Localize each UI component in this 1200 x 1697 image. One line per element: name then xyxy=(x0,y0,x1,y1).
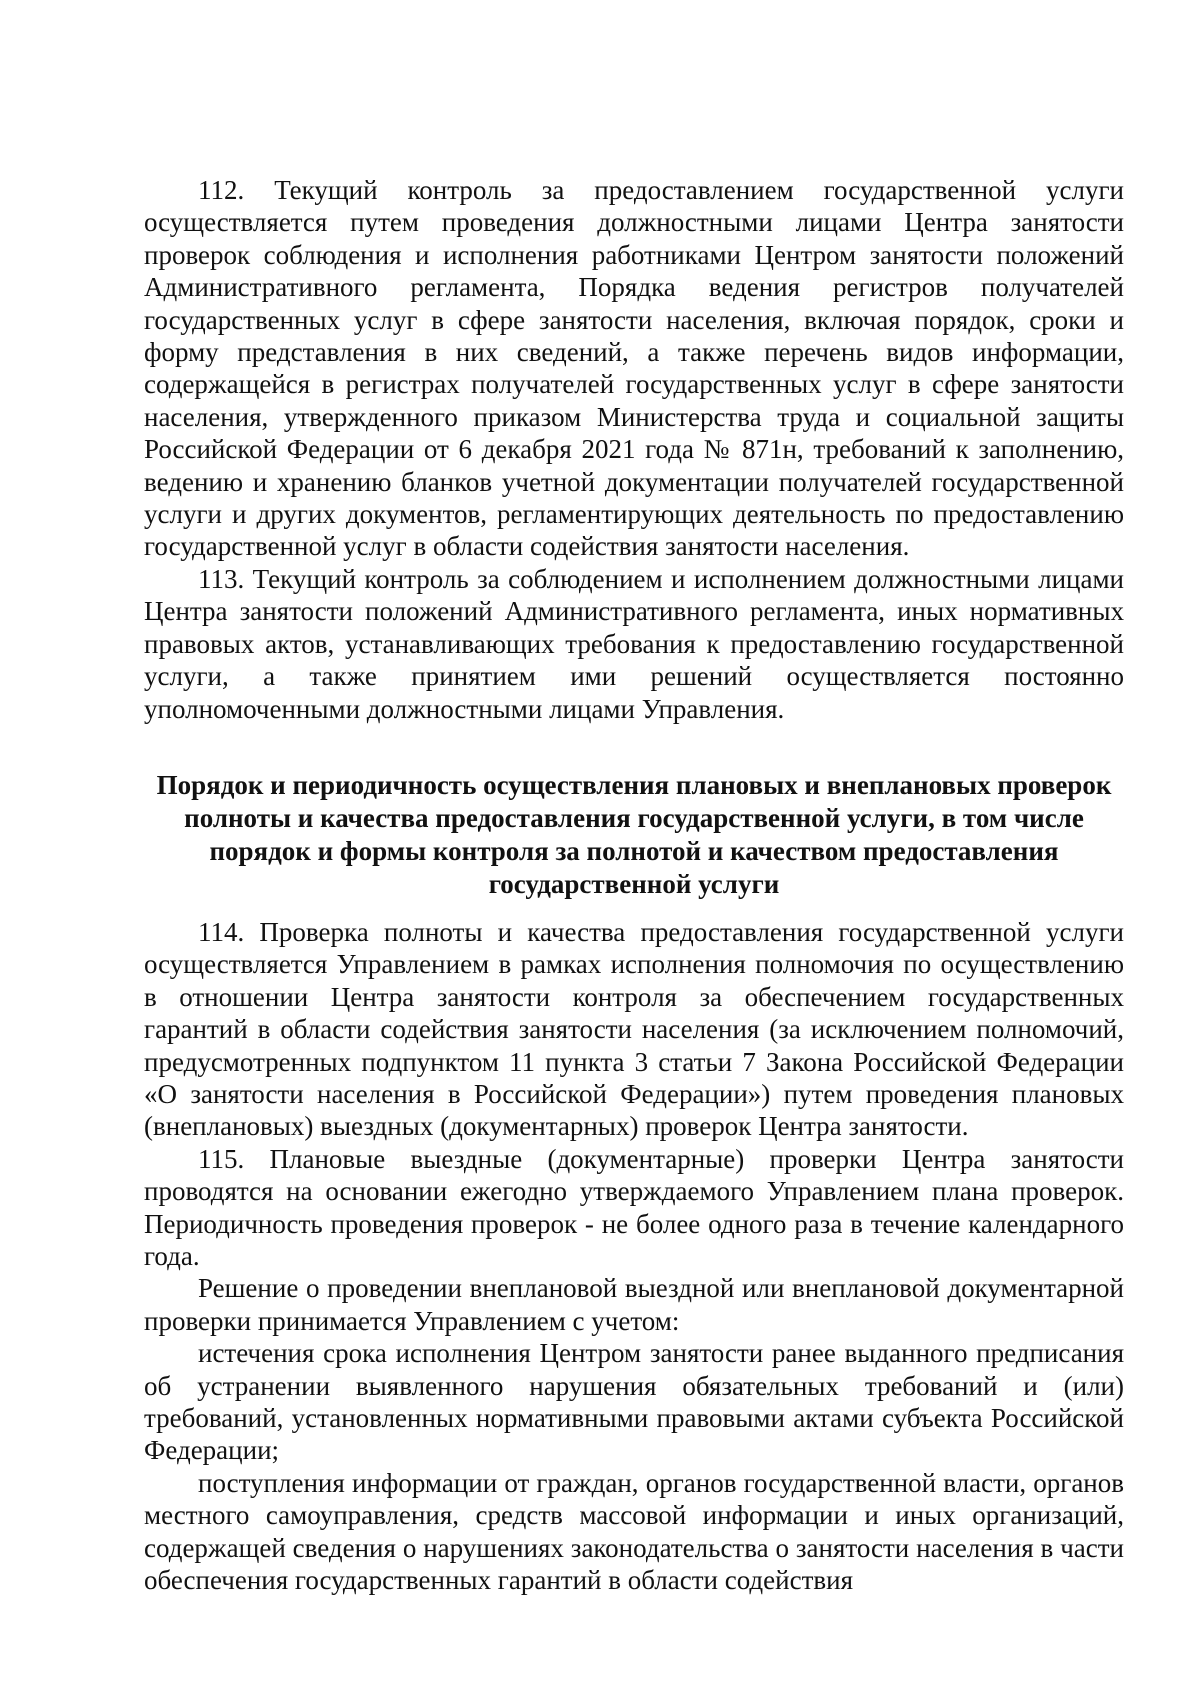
section-heading: Порядок и периодичность осуществления плановых и внеплановых проверок полноты и качества предоставления государственной услуги, в том числе порядок и формы контроля за полнотой и качеством предоставления государственной услуги xyxy=(156,769,1112,899)
paragraph-decision: Решение о проведении внеплановой выездной или внеплановой документарной проверки принимается Управлением с учетом: xyxy=(144,1273,1124,1336)
document-body xyxy=(144,174,1124,1596)
paragraph-113: 113. Текущий контроль за соблюдением и исполнением должностными лицами Центра занятости положений Административного регламента, иных нормативных правовых актов, устанавливающих требования к предоставлению государственной услуги, а также принятием ими решений осуществляется постоянно уполномоченными должностными лицами Управления. xyxy=(144,563,1124,724)
paragraph-114: 114. Проверка полноты и качества предоставления государственной услуги осуществляется Управлением в рамках исполнения полномочия по осуществлению в отношении Центра занятости контроля за обеспечением государственных гарантий в области содействия занятости населения (за исключением полномочий, предусмотренных подпунктом 11 пункта 3 статьи 7 Закона Российской Федерации «О занятости населения в Российской Федерации») путем проведения плановых (внеплановых) выездных (документарных) проверок Центра занятости. xyxy=(144,916,1124,1142)
paragraph-115: 115. Плановые выездные (документарные) проверки Центра занятости проводятся на основании ежегодно утверждаемого Управлением плана проверок. Периодичность проведения проверок - не более одного раза в течение календарного года. xyxy=(144,1143,1124,1271)
paragraph-112: 112. Текущий контроль за предоставлением государственной услуги осуществляется путем проведения должностными лицами Центра занятости проверок соблюдения и исполнения работниками Центром занятости положений Административного регламента, Порядка ведения регистров получателей государственных услуг в сфере занятости населения, включая порядок, сроки и форму представления в них сведений, а также перечень видов информации, содержащейся в регистрах получателей государственных услуг в сфере занятости населения, утвержденного приказом Министерства труда и социальной защиты Российской Федерации от 6 декабря 2021 года № 871н, требований к заполнению, ведению и хранению бланков учетной документации получателей государственной услуги и других документов, регламентирующих деятельность по предоставлению государственной услуг в области содействия занятости населения. xyxy=(144,175,1124,562)
paragraph-expiry: истечения срока исполнения Центром занятости ранее выданного предписания об устранении выявленного нарушения обязательных требований и (или) требований, установленных нормативными правовыми актами субъекта Российской Федерации; xyxy=(144,1338,1124,1466)
paragraph-information: поступления информации от граждан, органов государственной власти, органов местного самоуправления, средств массовой информации и иных организаций, содержащей сведения о нарушениях законодательства о занятости населения в части обеспечения государственных гарантий в области содействия xyxy=(144,1467,1124,1596)
